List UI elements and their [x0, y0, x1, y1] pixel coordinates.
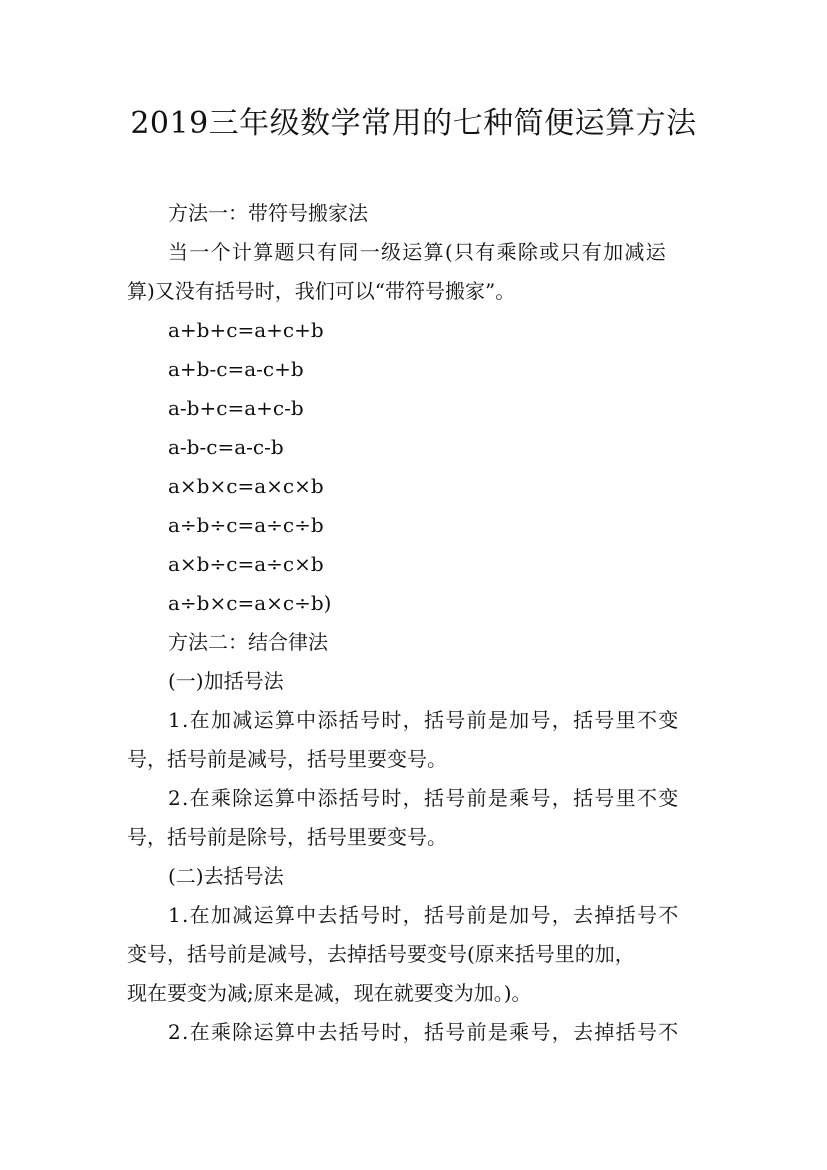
- formula-line: a÷b×c=a×c÷b): [168, 591, 332, 615]
- formula-line: a-b-c=a-c-b: [168, 435, 284, 459]
- paragraph-line: 变号，括号前是减号，去掉括号要变号(原来括号里的加，: [127, 942, 635, 966]
- formula-line: a+b+c=a+c+b: [168, 318, 324, 342]
- paragraph-line: 算)又没有括号时，我们可以“带符号搬家”。: [127, 279, 516, 303]
- paragraph-line: 现在要变为减;原来是减，现在就要变为加。)。: [127, 981, 532, 1005]
- paragraph-line: 2.在乘除运算中添括号时，括号前是乘号，括号里不变: [168, 786, 680, 810]
- paragraph-line: 1.在加减运算中去括号时，括号前是加号，去掉括号不: [168, 903, 680, 927]
- subsection-heading: (一)加括号法: [168, 669, 284, 693]
- paragraph-line: 当一个计算题只有同一级运算(只有乘除或只有加减运: [168, 240, 668, 264]
- paragraph-line: 1.在加减运算中添括号时，括号前是加号，括号里不变: [168, 708, 680, 732]
- formula-line: a×b×c=a×c×b: [168, 474, 324, 498]
- method-one-heading: 方法一：带符号搬家法: [168, 201, 368, 225]
- document-title: 2019三年级数学常用的七种简便运算方法: [130, 106, 697, 141]
- paragraph-line: 号，括号前是除号，括号里要变号。: [127, 825, 447, 849]
- paragraph-line: 2.在乘除运算中去括号时，括号前是乘号，去掉括号不: [168, 1020, 680, 1044]
- formula-line: a×b÷c=a÷c×b: [168, 552, 324, 576]
- formula-line: a÷b÷c=a÷c÷b: [168, 513, 324, 537]
- subsection-heading: (二)去括号法: [168, 864, 284, 888]
- method-two-heading: 方法二：结合律法: [168, 630, 328, 654]
- formula-line: a+b-c=a-c+b: [168, 357, 304, 381]
- paragraph-line: 号，括号前是减号，括号里要变号。: [127, 747, 447, 771]
- formula-line: a-b+c=a+c-b: [168, 396, 304, 420]
